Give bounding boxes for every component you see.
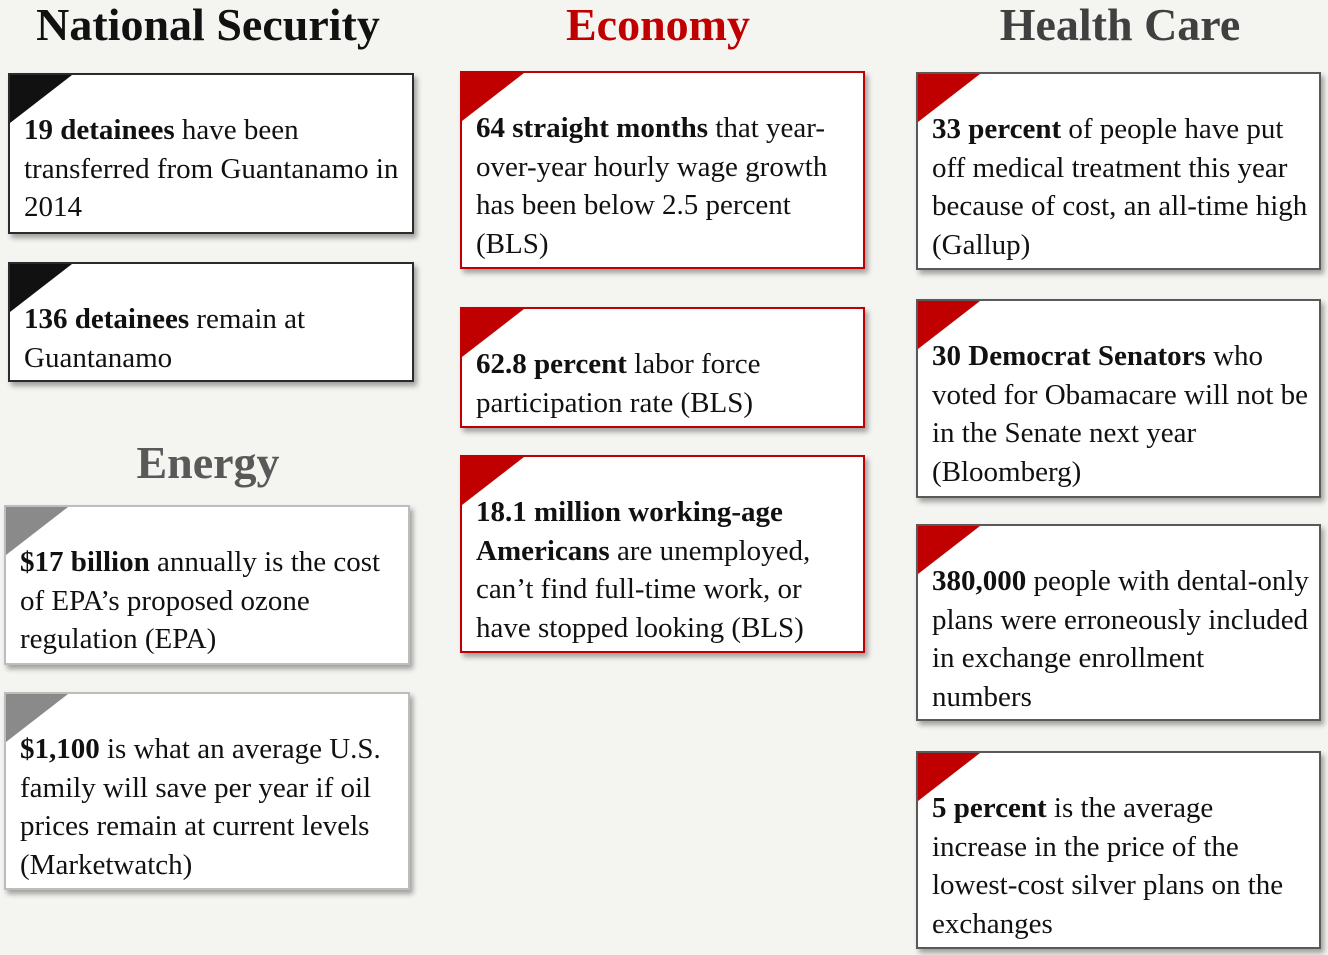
health-care-card-4 bbox=[916, 751, 1321, 949]
health-care-card-2 bbox=[916, 299, 1321, 498]
fact-text: 5 percent is the average increase in the price of the lowest-cost silver plans on the exchanges bbox=[932, 792, 1284, 940]
health-care-card-1 bbox=[916, 72, 1321, 270]
energy-card-1 bbox=[4, 505, 410, 665]
fact-text: $1,100 is what an average U.S. family will save per year if oil prices remain at current levels (Marketwatch) bbox=[20, 733, 381, 881]
economy-card-3 bbox=[460, 455, 865, 653]
economy-card-2 bbox=[460, 307, 865, 428]
fact-text: 19 detainees have been transferred from Guantanamo in 2014 bbox=[24, 114, 399, 223]
health-care-heading: Health Care bbox=[999, 0, 1241, 50]
national-security-card-2 bbox=[8, 262, 414, 382]
fact-text: 30 Democrat Senators who voted for Obamacare will not be in the Senate next year (Bloomberg) bbox=[932, 340, 1309, 488]
national-security-heading: National Security bbox=[36, 0, 380, 50]
health-care-card-3 bbox=[916, 524, 1321, 721]
economy-heading: Economy bbox=[566, 0, 750, 50]
fact-text: $17 billion annually is the cost of EPA’s proposed ozone regulation (EPA) bbox=[20, 546, 381, 655]
economy-card-1 bbox=[460, 71, 865, 269]
fact-text: 18.1 million working-age Americans are unemployed, can’t find full-time work, or have stopped looking (BLS) bbox=[476, 496, 811, 644]
fact-text: 62.8 percent labor force participation rate (BLS) bbox=[476, 348, 761, 419]
fact-text: 136 detainees remain at Guantanamo bbox=[24, 303, 306, 374]
fact-text: 64 straight months that year-over-year hourly wage growth has been below 2.5 percent (BLS) bbox=[476, 112, 828, 260]
fact-text: 380,000 people with dental-only plans were erroneously included in exchange enrollment numbers bbox=[932, 565, 1309, 713]
energy-heading: Energy bbox=[136, 437, 280, 488]
energy-card-2 bbox=[4, 692, 410, 890]
fact-text: 33 percent of people have put off medical treatment this year because of cost, an all-time high (Gallup) bbox=[932, 113, 1308, 261]
national-security-card-1 bbox=[8, 73, 414, 234]
